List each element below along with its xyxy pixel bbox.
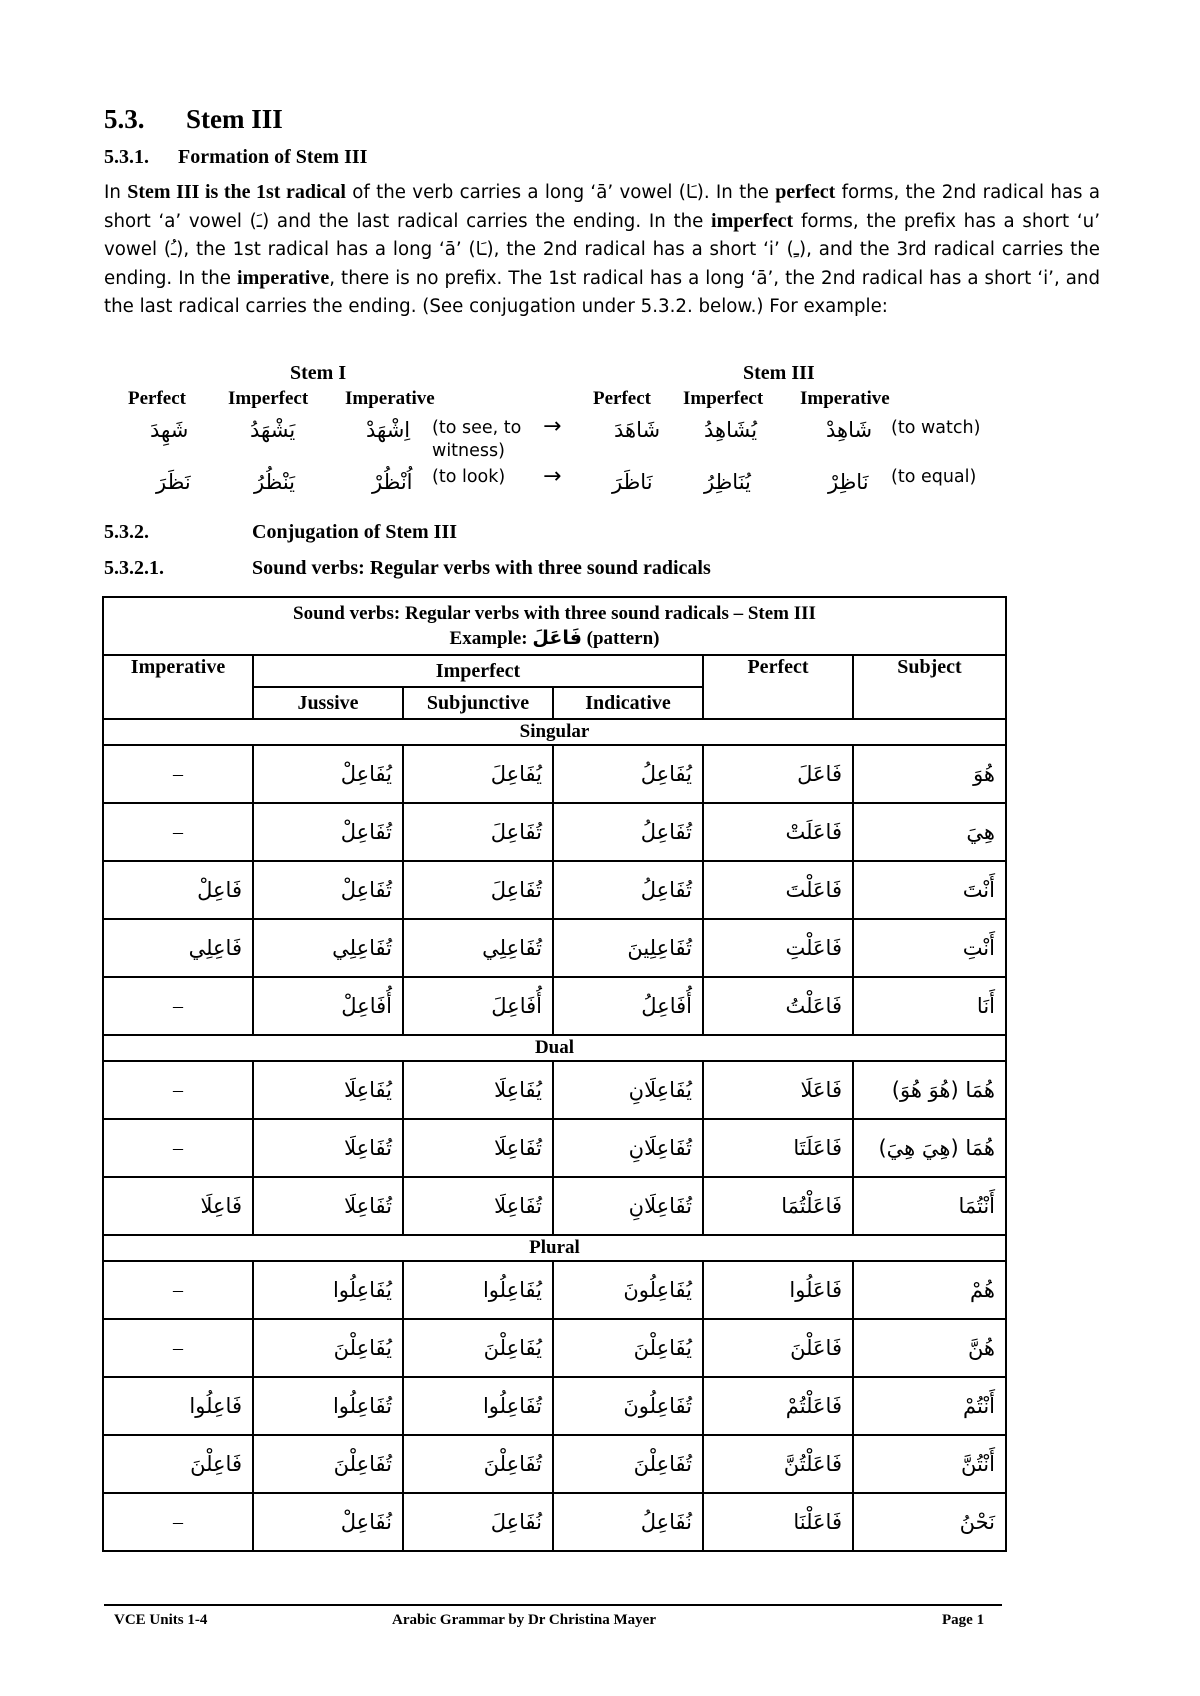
- table-row: [103, 1435, 1006, 1493]
- stem3-col-imperative: Imperative: [800, 388, 890, 409]
- header-indicative: Indicative: [553, 687, 703, 719]
- para-bold: imperative: [237, 267, 330, 289]
- jussive-cell: يُفَاعِلْ: [253, 745, 403, 803]
- jussive-cell: يُفَاعِلَا: [253, 1061, 403, 1119]
- header-jussive: Jussive: [253, 687, 403, 719]
- jussive-cell: يُفَاعِلُوا: [253, 1261, 403, 1319]
- table-row: [103, 1493, 1006, 1551]
- ex2-arrow: →: [543, 464, 562, 489]
- perfect-cell: فَاعَلْنَا: [703, 1493, 853, 1551]
- subjunctive-cell: تُفَاعِلُوا: [403, 1377, 553, 1435]
- para-text: of the verb carries a long ‘ā’ vowel (: [345, 182, 686, 203]
- para-text: ), and the 3rd radical carries the ending. In the: [104, 239, 1100, 289]
- ex1-arrow: →: [543, 414, 562, 439]
- subjunctive-cell: نُفَاعِلَ: [403, 1493, 553, 1551]
- imperative-cell: –: [103, 1119, 253, 1177]
- subject-cell: أَنْتُمْ: [853, 1377, 1006, 1435]
- ex1-stem3-perfect: شَاهَدَ: [614, 418, 661, 442]
- para-arabic-vowel: ـِ: [793, 239, 800, 260]
- subjunctive-cell: يُفَاعِلْنَ: [403, 1319, 553, 1377]
- subjunctive-cell: تُفَاعِلَا: [403, 1119, 553, 1177]
- ex2-stem1-imperative: اُنْظُرْ: [372, 470, 413, 494]
- indicative-cell: تُفَاعِلُونَ: [553, 1377, 703, 1435]
- indicative-cell: يُفَاعِلْنَ: [553, 1319, 703, 1377]
- group-label: Dual: [103, 1035, 1006, 1061]
- conjugation-table: [102, 596, 1007, 1552]
- indicative-cell: يُفَاعِلَانِ: [553, 1061, 703, 1119]
- indicative-cell: يُفَاعِلُونَ: [553, 1261, 703, 1319]
- sound-verbs-number: 5.3.2.1.: [104, 557, 164, 579]
- ex2-stem3-imperative: نَاظِرْ: [828, 470, 869, 494]
- subjunctive-cell: تُفَاعِلَا: [403, 1177, 553, 1235]
- indicative-cell: نُفَاعِلُ: [553, 1493, 703, 1551]
- header-perfect: Perfect: [703, 655, 853, 719]
- perfect-cell: فَاعَلْتُمْ: [703, 1377, 853, 1435]
- footer-right: Page 1: [942, 1612, 985, 1628]
- indicative-cell: تُفَاعِلُ: [553, 803, 703, 861]
- table-title: [103, 597, 1006, 655]
- para-text: ) and the last radical carries the ending. In the: [262, 211, 712, 232]
- perfect-cell: فَاعَلْتُنَّ: [703, 1435, 853, 1493]
- ex2-stem1-perfect: نَظَرَ: [156, 470, 191, 494]
- imperative-cell: –: [103, 1319, 253, 1377]
- perfect-cell: فَاعَلْتُمَا: [703, 1177, 853, 1235]
- ex1-stem1-imperative: اِشْهَدْ: [366, 418, 411, 442]
- subjunctive-cell: تُفَاعِلْنَ: [403, 1435, 553, 1493]
- formation-paragraph: [104, 178, 1100, 321]
- stem1-label: Stem I: [290, 362, 347, 384]
- indicative-cell: يُفَاعِلُ: [553, 745, 703, 803]
- sound-verbs-heading: [104, 557, 711, 580]
- jussive-cell: تُفَاعِلْ: [253, 803, 403, 861]
- table-row: [103, 977, 1006, 1035]
- jussive-cell: نُفَاعِلْ: [253, 1493, 403, 1551]
- table-row: [103, 919, 1006, 977]
- table-row: [103, 1319, 1006, 1377]
- para-text: ), the 1st radical has a long ‘ā’ (: [176, 239, 476, 260]
- para-arabic-vowel: ـَا: [685, 182, 697, 203]
- imperative-cell: –: [103, 977, 253, 1035]
- subjunctive-cell: يُفَاعِلَ: [403, 745, 553, 803]
- perfect-cell: فَاعَلْتُ: [703, 977, 853, 1035]
- imperative-cell: –: [103, 745, 253, 803]
- indicative-cell: تُفَاعِلْنَ: [553, 1435, 703, 1493]
- footer-divider: [104, 1604, 1002, 1606]
- indicative-cell: تُفَاعِلِينَ: [553, 919, 703, 977]
- jussive-cell: تُفَاعِلْ: [253, 861, 403, 919]
- para-arabic-vowel: ـَا: [475, 239, 487, 260]
- stem1-col-imperative: Imperative: [345, 388, 435, 409]
- para-text: forms, the 2nd radical has a short ‘a’ vowel (: [104, 182, 1100, 232]
- table-row: [103, 1377, 1006, 1435]
- table-title-suffix: (pattern): [581, 627, 660, 649]
- stem1-col-perfect: Perfect: [128, 388, 186, 409]
- ex2-stem1-gloss-a: (to look): [432, 467, 506, 487]
- perfect-cell: فَاعَلْتِ: [703, 919, 853, 977]
- ex1-stem1-gloss-a: (to see, to: [432, 418, 522, 438]
- ex1-stem1-perfect: شَهِدَ: [150, 418, 189, 442]
- ex2-stem3-imperfect: يُنَاظِرُ: [704, 470, 751, 494]
- table-title-line1: Sound verbs: Regular verbs with three sound radicals – Stem III: [293, 602, 816, 624]
- imperative-cell: فَاعِلَا: [103, 1177, 253, 1235]
- table-row: [103, 1261, 1006, 1319]
- table-header-row: [103, 655, 1006, 687]
- subject-cell: أَنْتَ: [853, 861, 1006, 919]
- subject-cell: هِيَ: [853, 803, 1006, 861]
- table-row: [103, 803, 1006, 861]
- para-bold: perfect: [775, 181, 836, 203]
- para-text: ). In the: [696, 182, 776, 203]
- perfect-cell: فَاعَلْنَ: [703, 1319, 853, 1377]
- stem1-col-imperfect: Imperfect: [228, 388, 309, 409]
- para-arabic-vowel: ـَ: [256, 211, 263, 232]
- group-label: Plural: [103, 1235, 1006, 1261]
- indicative-cell: تُفَاعِلَانِ: [553, 1119, 703, 1177]
- subjunctive-cell: يُفَاعِلُوا: [403, 1261, 553, 1319]
- para-arabic-vowel: ـُ: [170, 239, 177, 260]
- para-text: , there is no prefix. The 1st radical has a long ‘ā’, the 2nd radical has a short ‘i’, and the last radical carries the ending. (See conjugation under 5.3.2. below.) For example:: [104, 268, 1100, 317]
- sound-verbs-title: Sound verbs: Regular verbs with three sound radicals: [252, 557, 711, 579]
- jussive-cell: تُفَاعِلِي: [253, 919, 403, 977]
- indicative-cell: أُفَاعِلُ: [553, 977, 703, 1035]
- jussive-cell: يُفَاعِلْنَ: [253, 1319, 403, 1377]
- indicative-cell: تُفَاعِلُ: [553, 861, 703, 919]
- subsection-number: 5.3.1.: [104, 146, 149, 168]
- imperative-cell: –: [103, 1261, 253, 1319]
- stem3-col-imperfect: Imperfect: [683, 388, 764, 409]
- subsection-title: Formation of Stem III: [178, 146, 368, 168]
- table-title-row: [103, 597, 1006, 655]
- subjunctive-cell: يُفَاعِلَا: [403, 1061, 553, 1119]
- subjunctive-cell: تُفَاعِلَ: [403, 861, 553, 919]
- jussive-cell: تُفَاعِلْنَ: [253, 1435, 403, 1493]
- subject-cell: هُنَّ: [853, 1319, 1006, 1377]
- imperative-cell: فَاعِلْنَ: [103, 1435, 253, 1493]
- section-heading: [104, 104, 283, 135]
- perfect-cell: فَاعَلَتْ: [703, 803, 853, 861]
- indicative-cell: تُفَاعِلَانِ: [553, 1177, 703, 1235]
- section-title: Stem III: [186, 104, 283, 134]
- group-row-plural: [103, 1235, 1006, 1261]
- ex1-stem1-imperfect: يَشْهَدُ: [250, 418, 296, 442]
- perfect-cell: فَاعَلَا: [703, 1061, 853, 1119]
- para-text: ), the 2nd radical has a short ‘i’ (: [486, 239, 794, 260]
- ex2-stem1-imperfect: يَنْظُرُ: [254, 470, 295, 494]
- ex1-stem3-gloss: (to watch): [891, 418, 981, 438]
- conjugation-number: 5.3.2.: [104, 521, 149, 543]
- jussive-cell: تُفَاعِلَا: [253, 1119, 403, 1177]
- perfect-cell: فَاعَلَتَا: [703, 1119, 853, 1177]
- ex1-stem3-imperfect: يُشَاهِدُ: [704, 418, 758, 442]
- table-title-line2: [104, 626, 1005, 651]
- subjunctive-cell: أُفَاعِلَ: [403, 977, 553, 1035]
- imperative-cell: فَاعِلُوا: [103, 1377, 253, 1435]
- header-imperfect: Imperfect: [253, 655, 703, 687]
- perfect-cell: فَاعَلْتَ: [703, 861, 853, 919]
- ex2-stem3-perfect: نَاظَرَ: [612, 470, 653, 494]
- conjugation-heading: [104, 521, 457, 544]
- section-number: 5.3.: [104, 104, 145, 134]
- footer-left: VCE Units 1-4: [114, 1612, 208, 1628]
- jussive-cell: أُفَاعِلْ: [253, 977, 403, 1035]
- group-label: Singular: [103, 719, 1006, 745]
- jussive-cell: تُفَاعِلُوا: [253, 1377, 403, 1435]
- para-text: forms, the prefix has a short ‘u’ vowel (: [104, 211, 1100, 260]
- para-bold: Stem III is the 1st radical: [127, 181, 346, 203]
- para-bold: imperfect: [711, 210, 794, 232]
- footer-center: Arabic Grammar by Dr Christina Mayer: [392, 1612, 656, 1628]
- table-row: [103, 1177, 1006, 1235]
- subject-cell: هُمَا (هِيَ هِيَ): [853, 1119, 1006, 1177]
- perfect-cell: فَاعَلُوا: [703, 1261, 853, 1319]
- imperative-cell: فَاعِلِي: [103, 919, 253, 977]
- group-row-singular: [103, 719, 1006, 745]
- imperative-cell: –: [103, 1061, 253, 1119]
- subject-cell: أَنْتِ: [853, 919, 1006, 977]
- table-title-pattern: فَاعَلَ: [532, 626, 582, 649]
- ex1-stem1-gloss-b: witness): [432, 441, 505, 461]
- stem3-label: Stem III: [743, 362, 815, 384]
- table-row: [103, 1119, 1006, 1177]
- subsection-heading: [104, 146, 367, 169]
- table-row: [103, 1061, 1006, 1119]
- header-subject: Subject: [853, 655, 1006, 719]
- subject-cell: هُمْ: [853, 1261, 1006, 1319]
- subject-cell: أَنْتُمَا: [853, 1177, 1006, 1235]
- subject-cell: أَنَا: [853, 977, 1006, 1035]
- conjugation-title: Conjugation of Stem III: [252, 521, 458, 543]
- header-subjunctive: Subjunctive: [403, 687, 553, 719]
- imperative-cell: فَاعِلْ: [103, 861, 253, 919]
- imperative-cell: –: [103, 1493, 253, 1551]
- table-title-prefix: Example:: [449, 627, 533, 649]
- subject-cell: هُمَا (هُوَ هُوَ): [853, 1061, 1006, 1119]
- jussive-cell: تُفَاعِلَا: [253, 1177, 403, 1235]
- para-text: In: [104, 182, 128, 203]
- header-imperative: Imperative: [103, 655, 253, 719]
- subjunctive-cell: تُفَاعِلَ: [403, 803, 553, 861]
- group-row-dual: [103, 1035, 1006, 1061]
- stem3-col-perfect: Perfect: [593, 388, 651, 409]
- table-row: [103, 745, 1006, 803]
- subjunctive-cell: تُفَاعِلِي: [403, 919, 553, 977]
- ex1-stem3-imperative: شَاهِدْ: [826, 418, 873, 442]
- table-row: [103, 861, 1006, 919]
- subject-cell: أَنْتُنَّ: [853, 1435, 1006, 1493]
- ex2-stem3-gloss: (to equal): [891, 467, 977, 487]
- subject-cell: نَحْنُ: [853, 1493, 1006, 1551]
- imperative-cell: –: [103, 803, 253, 861]
- subject-cell: هُوَ: [853, 745, 1006, 803]
- perfect-cell: فَاعَلَ: [703, 745, 853, 803]
